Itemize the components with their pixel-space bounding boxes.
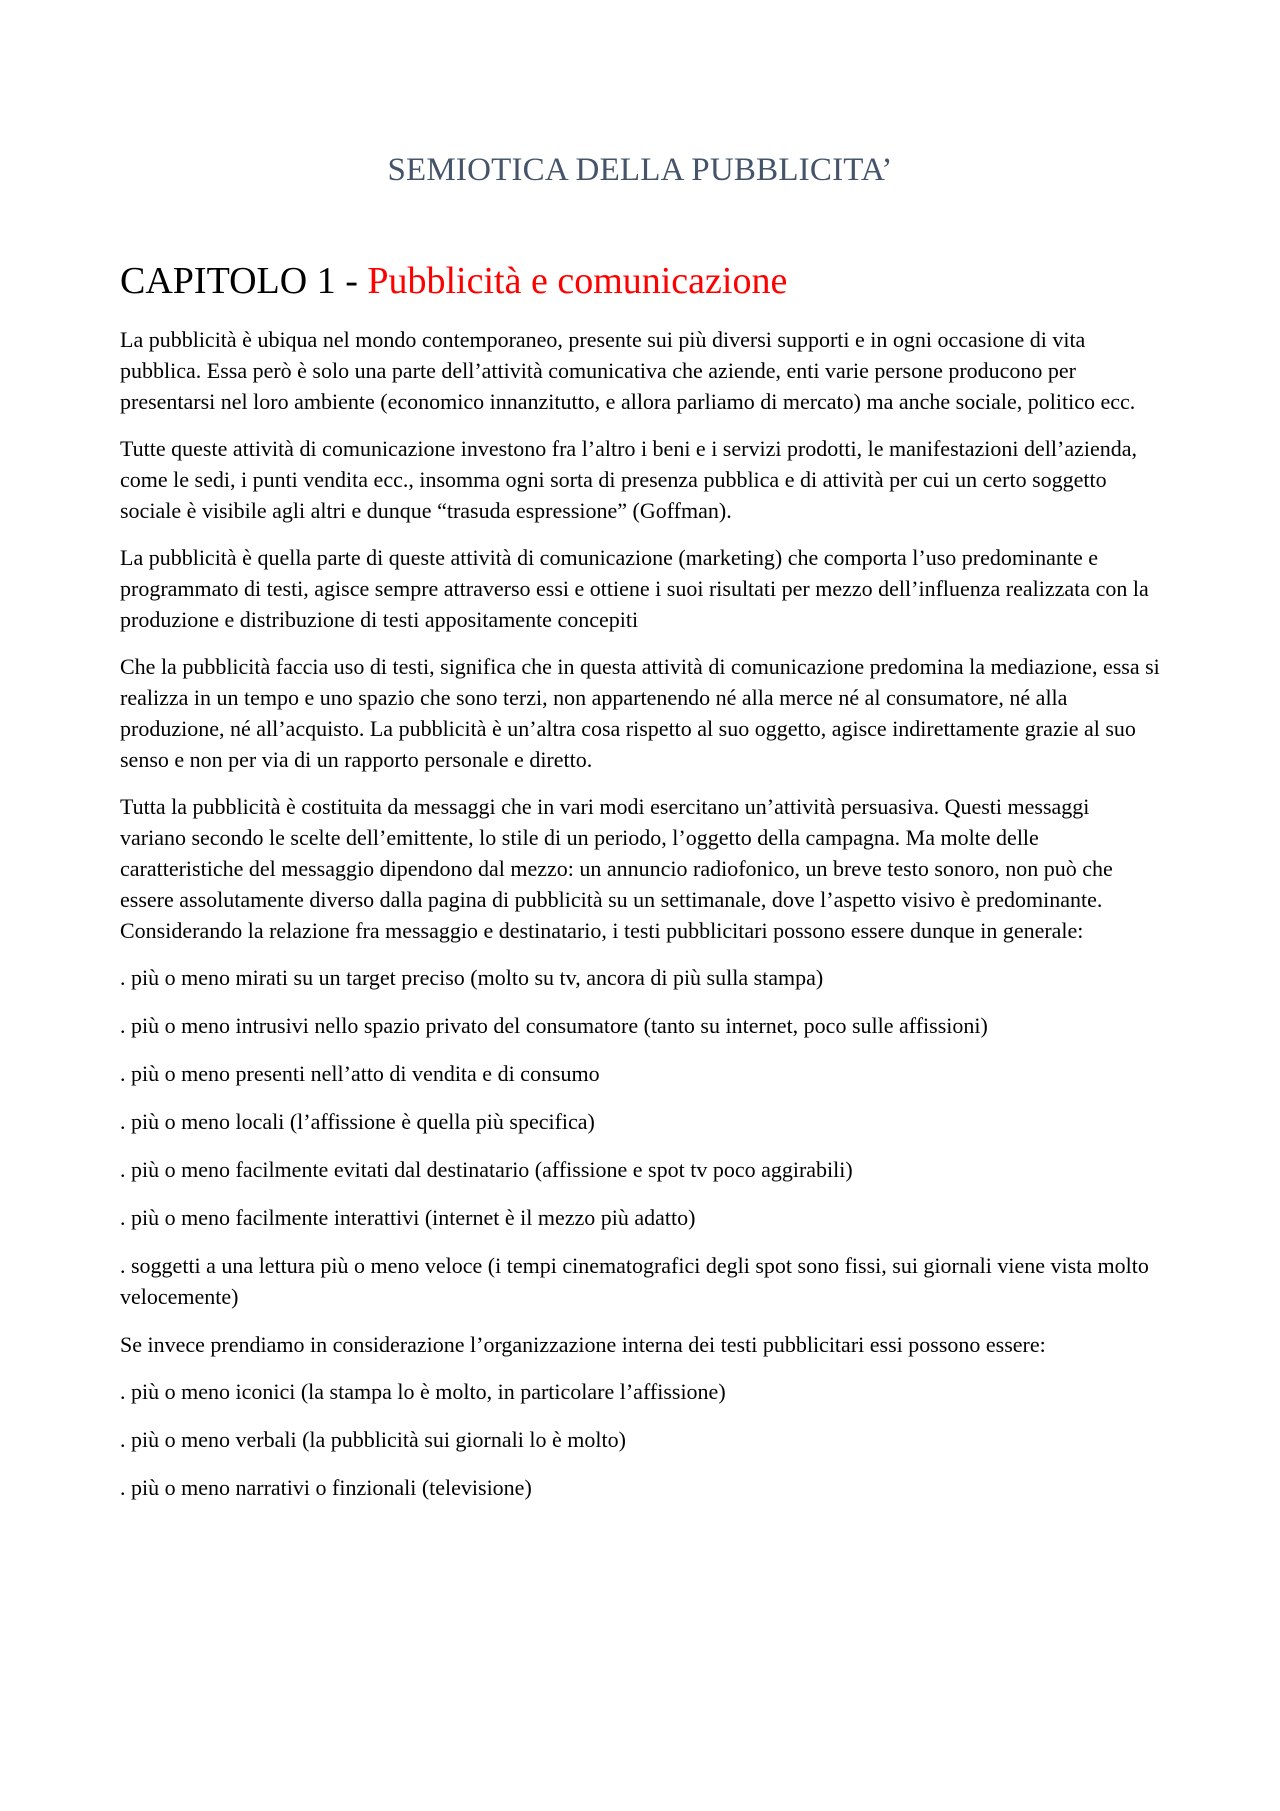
document-title: SEMIOTICA DELLA PUBBLICITA’ <box>387 152 893 188</box>
paragraph: La pubblicità è quella parte di queste attività di comunicazione (marketing) che comporta l’uso predominante e programmato di testi, agisce sempre attraverso essi e ottiene i suoi risultati per mezzo dell’influenza realizzata con la produzione e distribuzione di testi appositamente concepiti <box>120 545 1149 632</box>
list-item: . più o meno mirati su un target preciso (molto su tv, ancora di più sulla stampa) <box>120 965 824 990</box>
list-item: . più o meno verbali (la pubblicità sui giornali lo è molto) <box>120 1427 626 1452</box>
paragraph: Tutte queste attività di comunicazione investono fra l’altro i beni e i servizi prodotti, le manifestazioni dell’azienda, come le sedi, i punti vendita ecc., insomma ogni sorta di presenza pubblica e di attività per cui un certo soggetto sociale è visibile agli altri e dunque “trasuda espressione” (Goffman). <box>120 436 1137 523</box>
list-item: . più o meno presenti nell’atto di vendita e di consumo <box>120 1061 600 1086</box>
list-item: . più o meno locali (l’affissione è quella più specifica) <box>120 1109 595 1134</box>
chapter-heading <box>120 258 1160 304</box>
list-item: . più o meno intrusivi nello spazio privato del consumatore (tanto su internet, poco sulle affissioni) <box>120 1013 988 1038</box>
list-item: . più o meno narrativi o finzionali (televisione) <box>120 1475 532 1500</box>
chapter-name: Pubblicità e comunicazione <box>367 260 788 302</box>
paragraph: Tutta la pubblicità è costituita da messaggi che in vari modi esercitano un’attività persuasiva. Questi messaggi variano secondo le scelte dell’emittente, lo stile di un periodo, l’oggetto della campagna. Ma molte delle caratteristiche del messaggio dipendono dal mezzo: un annuncio radiofonico, un breve testo sonoro, non può che essere assolutamente diverso dalla pagina di pubblicità su un settimanale, dove l’aspetto visivo è predominante. Considerando la relazione fra messaggio e destinatario, i testi pubblicitari possono essere dunque in generale: <box>120 794 1113 943</box>
transition-paragraph: Se invece prendiamo in considerazione l’organizzazione interna dei testi pubblicitari essi possono essere: <box>120 1332 1046 1357</box>
list-item: . soggetti a una lettura più o meno veloce (i tempi cinematografici degli spot sono fissi, sui giornali viene vista molto velocemente) <box>120 1253 1149 1309</box>
chapter-number: CAPITOLO 1 - <box>120 260 368 302</box>
list-item: . più o meno facilmente interattivi (internet è il mezzo più adatto) <box>120 1205 696 1230</box>
list-item: . più o meno iconici (la stampa lo è molto, in particolare l’affissione) <box>120 1379 726 1404</box>
paragraph: Che la pubblicità faccia uso di testi, significa che in questa attività di comunicazione predomina la mediazione, essa si realizza in un tempo e uno spazio che sono terzi, non appartenendo né alla merce né al consumatore, né alla produzione, né all’acquisto. La pubblicità è un’altra cosa rispetto al suo oggetto, agisce indirettamente grazie al suo senso e non per via di un rapporto personale e diretto. <box>120 654 1160 772</box>
list-item: . più o meno facilmente evitati dal destinatario (affissione e spot tv poco aggirabili) <box>120 1157 853 1182</box>
document-body <box>120 324 1160 1520</box>
paragraph: La pubblicità è ubiqua nel mondo contemporaneo, presente sui più diversi supporti e in ogni occasione di vita pubblica. Essa però è solo una parte dell’attività comunicativa che aziende, enti varie persone producono per presentarsi nel loro ambiente (economico innanzitutto, e allora parliamo di mercato) ma anche sociale, politico ecc. <box>120 327 1136 414</box>
